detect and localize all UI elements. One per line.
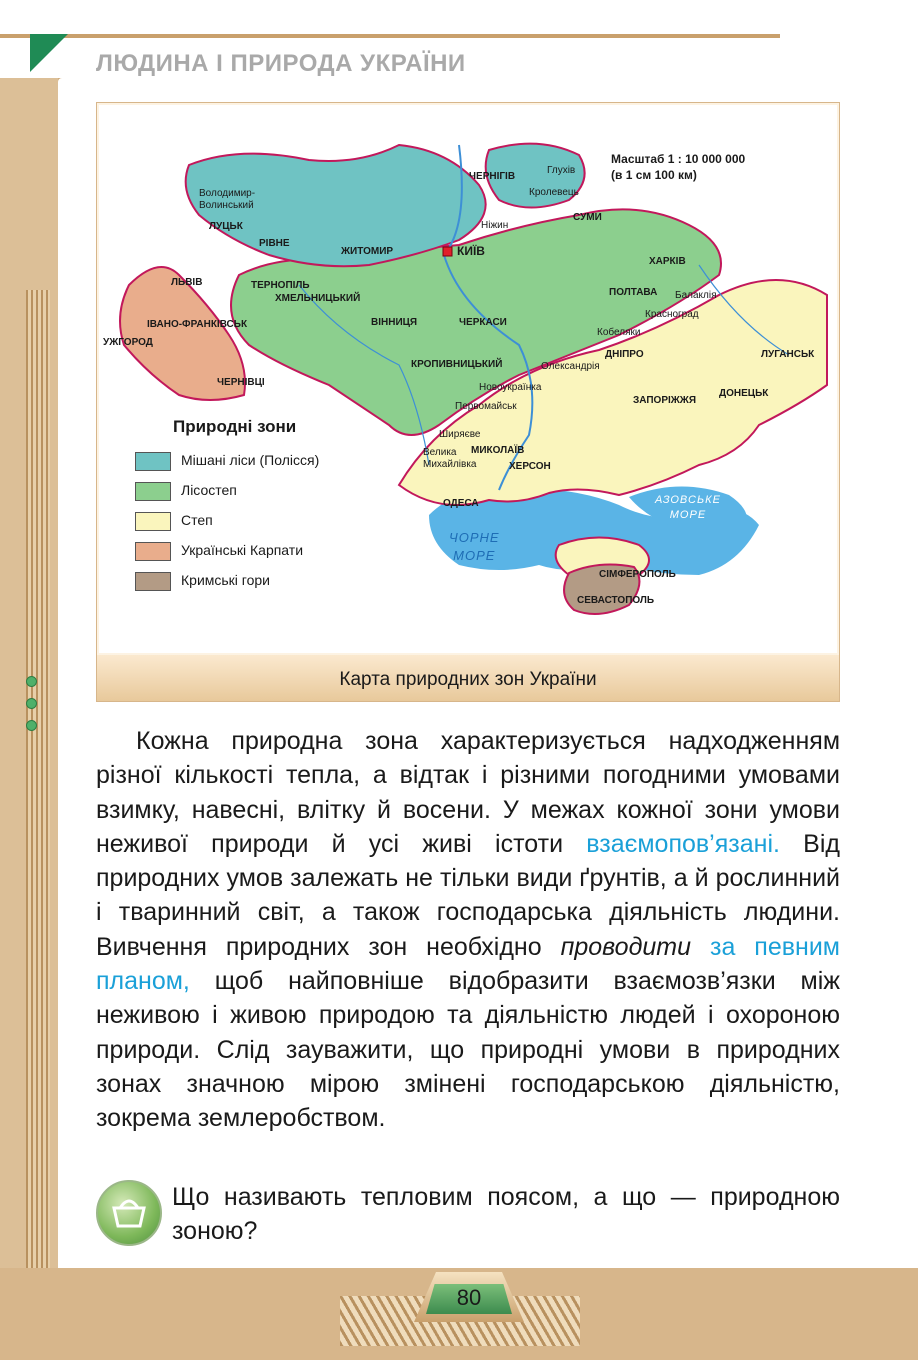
question-text: Що називають тепловим поясом, а що — природною зоною? xyxy=(172,1183,840,1246)
city-label: ОДЕСА xyxy=(443,498,479,509)
city-label: СІМФЕРОПОЛЬ xyxy=(599,569,676,580)
map-area xyxy=(99,105,837,653)
margin-dot-icon xyxy=(26,676,37,687)
header-rule xyxy=(0,34,780,38)
italic-term: проводити xyxy=(560,932,692,961)
sea-label-black xyxy=(449,529,500,565)
sea-label-line: ЧОРНЕ xyxy=(449,530,500,545)
city-label: Ніжин xyxy=(481,220,509,231)
city-label: Первомайськ xyxy=(455,401,517,412)
legend-label: Степ xyxy=(181,512,213,528)
city-label: Красноград xyxy=(645,309,699,320)
city-label: ХАРКІВ xyxy=(649,256,686,267)
city-label: Володимир- xyxy=(199,188,256,199)
legend-label: Лісостеп xyxy=(181,482,237,498)
legend-label: Кримські гори xyxy=(181,572,270,588)
sea-label-azov xyxy=(655,493,721,523)
legend-title: Природні зони xyxy=(173,417,297,436)
text-run: Кожна природна зона характеризується надходженням різної кількості тепла, а відтак і різними погодними умовами взимку, навесні, влітку й восени. У межах кожної зони умови неживої природи й усі живі істоти xyxy=(96,727,840,858)
text-run: щоб найповніше відобразити взаємозв’язки між неживою і живою природою та діяльністю людей і охороною природи. Слід зауважити, що природні умови в природних зонах значною мірою змінені господарською діяльністю, зокрема землеробством. xyxy=(96,967,840,1133)
city-label: ЛЬВІВ xyxy=(171,277,203,288)
sea-label-line: МОРЕ xyxy=(669,509,707,521)
city-label: ВІННИЦЯ xyxy=(371,317,418,328)
map-caption: Карта природних зон України xyxy=(339,669,597,690)
city-label: ЛУГАНСЬК xyxy=(761,349,815,360)
city-label: Велика xyxy=(423,447,457,458)
city-label: ЖИТОМИР xyxy=(341,246,394,257)
legend-swatch xyxy=(135,482,171,501)
city-label: ПОЛТАВА xyxy=(609,287,658,298)
legend-label: Українські Карпати xyxy=(181,542,304,558)
city-label: РІВНЕ xyxy=(259,238,290,249)
legend-swatch xyxy=(135,542,171,561)
city-label: Глухів xyxy=(547,165,576,176)
map-figure xyxy=(96,102,840,702)
basket-icon-glyph xyxy=(98,1182,160,1244)
legend-label: Мішані ліси (Полісся) xyxy=(181,452,320,468)
city-label: КРОПИВНИЦЬКИЙ xyxy=(411,359,503,370)
text-run: Від природних умов залежать не тільки види ґрунтів, а й рослинний і тваринний світ, а також господарська діяльність людини. Вивчення природних зон необхідно xyxy=(96,829,840,961)
city-label: СУМИ xyxy=(573,212,602,223)
city-label: ДНІПРО xyxy=(605,349,644,360)
paragraph xyxy=(96,724,840,1136)
city-label: Олександрія xyxy=(541,361,600,372)
running-header: ЛЮДИНА І ПРИРОДА УКРАЇНИ xyxy=(96,50,466,77)
city-label: СЕВАСТОПОЛЬ xyxy=(577,595,655,606)
city-label: ЧЕРНІВЦІ xyxy=(217,377,265,388)
city-label: УЖГОРОД xyxy=(103,337,153,348)
city-label: ЧЕРНІГІВ xyxy=(469,171,516,182)
city-label: ЧЕРКАСИ xyxy=(459,317,507,328)
map-scale xyxy=(611,151,745,183)
scale-note: (в 1 см 100 км) xyxy=(611,168,697,182)
scale-ratio: Масштаб 1 : 10 000 000 xyxy=(611,152,746,166)
text-run xyxy=(691,933,710,961)
city-label: ЗАПОРІЖЖЯ xyxy=(633,395,697,406)
body-paragraph xyxy=(96,724,840,1136)
city-label: КИЇВ xyxy=(457,244,485,258)
sea-label-line: АЗОВСЬКЕ xyxy=(655,494,721,506)
city-label: Кролевець xyxy=(529,187,579,198)
margin-dot-icon xyxy=(26,720,37,731)
basket-icon xyxy=(96,1180,162,1246)
highlight-term: за певним планом, xyxy=(96,932,840,996)
city-label: ТЕРНОПІЛЬ xyxy=(251,280,310,291)
city-label: ІВАНО-ФРАНКІВСЬК xyxy=(147,319,248,330)
corner-triangle-icon xyxy=(30,34,68,72)
left-decorative-stripes xyxy=(26,290,50,1290)
highlight-term: взаємопов’язані. xyxy=(586,829,780,858)
city-label: ХЕРСОН xyxy=(509,461,551,472)
city-label: Балаклія xyxy=(675,290,717,301)
city-label: Кобеляки xyxy=(597,327,641,338)
city-label: Ширяєве xyxy=(439,429,481,440)
city-label: ЛУЦЬК xyxy=(209,221,243,232)
legend-swatch xyxy=(135,512,171,531)
city-label: ДОНЕЦЬК xyxy=(719,388,769,399)
margin-dot-icon xyxy=(26,698,37,709)
legend-swatch xyxy=(135,452,171,471)
city-label: Михайлівка xyxy=(423,459,477,470)
page-number: 80 xyxy=(456,1285,482,1310)
city-label: ХМЕЛЬНИЦЬКИЙ xyxy=(275,293,361,304)
city-label: Новоукраїнка xyxy=(479,382,542,393)
sea-label-line: МОРЕ xyxy=(453,548,496,563)
city-label: Волинський xyxy=(199,200,254,211)
legend-swatch xyxy=(135,572,171,591)
city-label: МИКОЛАЇВ xyxy=(471,445,525,456)
